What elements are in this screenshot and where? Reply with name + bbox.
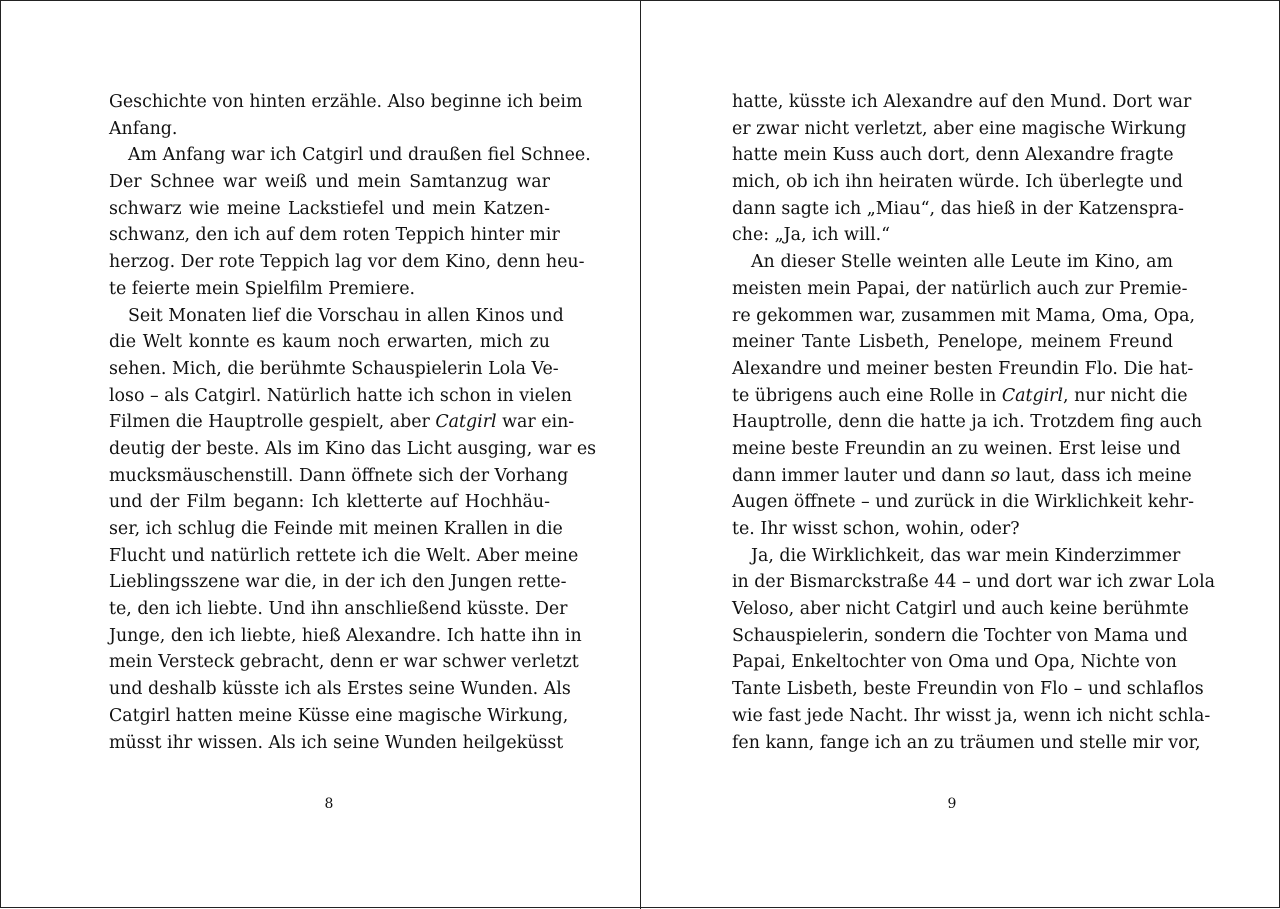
text-line bbox=[732, 356, 1194, 383]
text-line bbox=[732, 623, 1188, 650]
text-line bbox=[109, 196, 550, 223]
text-segment: Alexandre und meiner besten Freundin Flo. Die hat- bbox=[732, 358, 1194, 379]
text-segment: mich, ob ich ihn heiraten würde. Ich überlegte und bbox=[732, 172, 1183, 193]
italic-text-segment: Catgirl bbox=[435, 412, 497, 433]
text-line bbox=[109, 303, 564, 330]
text-segment: ser, ich schlug die Feinde mit meinen Krallen in die bbox=[109, 519, 563, 539]
text-segment: meine beste Freundin an zu weinen. Erst leise und bbox=[732, 438, 1181, 459]
text-segment: te, den ich liebte. Und ihn anschließend küsste. Der bbox=[109, 599, 568, 620]
right-page-text bbox=[732, 89, 1216, 756]
text-line bbox=[109, 436, 597, 463]
text-line bbox=[109, 649, 579, 676]
text-segment: die Welt konnte es kaum noch erwarten, mich zu bbox=[109, 332, 550, 353]
text-segment: er zwar nicht verletzt, aber eine magische Wirkung bbox=[732, 118, 1187, 139]
text-segment: Der Schnee war weiß und mein Samtanzug war bbox=[109, 172, 550, 193]
text-segment: te übrigens auch eine Rolle in bbox=[732, 385, 1002, 406]
text-line bbox=[109, 703, 569, 730]
text-segment: Veloso, aber nicht Catgirl und auch keine berühmte bbox=[732, 599, 1189, 620]
text-segment: deutig der beste. Als im Kino das Licht ausging, war es bbox=[109, 438, 597, 459]
text-line bbox=[732, 409, 1203, 436]
text-segment: Lieblingsszene war die, in der ich den Jungen rette- bbox=[109, 572, 567, 593]
text-segment: te. Ihr wisst schon, wohin, oder? bbox=[732, 519, 1020, 539]
text-line bbox=[732, 676, 1204, 703]
italic-text-segment: so bbox=[990, 465, 1011, 486]
text-segment: schwanz, den ich auf dem roten Teppich hinter mir bbox=[109, 225, 560, 246]
text-segment: laut, dass ich meine bbox=[1010, 465, 1192, 486]
text-segment: Junge, den ich liebte, hieß Alexandre. Ich hatte ihn in bbox=[109, 625, 582, 646]
text-segment: dann sagte ich „Miau“, das hieß in der Katzenspra- bbox=[732, 198, 1184, 219]
text-line bbox=[732, 436, 1181, 463]
text-line bbox=[732, 276, 1188, 303]
text-line bbox=[109, 730, 564, 757]
text-segment: Tante Lisbeth, beste Freundin von Flo – und schlaflos bbox=[732, 679, 1204, 700]
text-line bbox=[109, 676, 571, 703]
text-segment: Schauspielerin, sondern die Tochter von Mama und bbox=[732, 625, 1188, 646]
text-segment: loso – als Catgirl. Natürlich hatte ich schon in vielen bbox=[109, 385, 573, 406]
text-segment: Seit Monaten lief die Vorschau in allen Kinos und bbox=[128, 305, 564, 326]
text-segment: herzog. Der rote Teppich lag vor dem Kino, denn heu- bbox=[109, 252, 585, 273]
text-segment: re gekommen war, zusammen mit Mama, Oma, Opa, bbox=[732, 305, 1196, 326]
text-segment: Hauptrolle, denn die hatte ja ich. Trotzdem fing auch bbox=[732, 412, 1203, 433]
text-segment: in der Bismarckstraße 44 – und dort war ich zwar Lola bbox=[732, 572, 1216, 593]
text-segment: Papai, Enkeltochter von Oma und Opa, Nichte von bbox=[732, 652, 1177, 673]
text-line bbox=[732, 249, 1173, 276]
text-line bbox=[109, 463, 569, 490]
text-segment: hatte, küsste ich Alexandre auf den Mund. Dort war bbox=[732, 92, 1192, 112]
text-segment: meisten mein Papai, der natürlich auch zur Premie- bbox=[732, 278, 1188, 299]
text-line bbox=[732, 730, 1201, 757]
text-line bbox=[109, 489, 550, 516]
text-segment: te feierte mein Spielfilm Premiere. bbox=[109, 278, 416, 299]
text-line bbox=[109, 543, 579, 570]
text-line bbox=[109, 276, 550, 303]
text-line bbox=[109, 569, 567, 596]
text-segment: che: „Ja, ich will.“ bbox=[732, 225, 891, 246]
text-line bbox=[732, 596, 1189, 623]
right-page-number: 9 bbox=[947, 796, 957, 812]
text-line bbox=[109, 623, 582, 650]
text-segment: schwarz wie meine Lackstiefel und mein Katzen- bbox=[109, 198, 550, 219]
text-segment: meiner Tante Lisbeth, Penelope, meinem Freund bbox=[732, 332, 1173, 353]
text-segment: , nur nicht die bbox=[1063, 385, 1188, 406]
text-line bbox=[732, 463, 1192, 490]
text-line bbox=[732, 222, 1173, 249]
text-line bbox=[109, 409, 575, 436]
text-line bbox=[109, 116, 550, 143]
text-segment: war ein- bbox=[496, 412, 575, 433]
text-segment: mucksmäuschenstill. Dann öffnete sich der Vorhang bbox=[109, 465, 569, 486]
text-line bbox=[732, 329, 1173, 356]
text-segment: und deshalb küsste ich als Erstes seine Wunden. Als bbox=[109, 679, 571, 700]
text-segment: Ja, die Wirklichkeit, das war mein Kinderzimmer bbox=[751, 545, 1181, 566]
text-segment: müsst ihr wissen. Als ich seine Wunden heilgeküsst bbox=[109, 732, 564, 753]
text-line bbox=[732, 303, 1196, 330]
text-segment: Anfang. bbox=[109, 118, 178, 139]
text-segment: dann immer lauter und dann bbox=[732, 465, 991, 486]
text-line bbox=[732, 169, 1183, 196]
left-page-text bbox=[109, 89, 597, 756]
text-line bbox=[732, 649, 1177, 676]
text-line bbox=[109, 596, 568, 623]
text-segment: Geschichte von hinten erzähle. Also beginne ich beim bbox=[109, 92, 583, 112]
text-segment: hatte mein Kuss auch dort, denn Alexandre fragte bbox=[732, 145, 1174, 166]
text-line bbox=[109, 222, 560, 249]
text-line bbox=[732, 142, 1173, 169]
text-segment: mein Versteck gebracht, denn er war schwer verletzt bbox=[109, 652, 579, 673]
text-line bbox=[732, 703, 1211, 730]
text-segment: Filmen die Hauptrolle gespielt, aber bbox=[109, 412, 436, 433]
text-line bbox=[732, 196, 1184, 223]
text-line bbox=[109, 383, 573, 410]
text-line bbox=[732, 543, 1181, 570]
text-line bbox=[109, 329, 550, 356]
text-line bbox=[732, 489, 1194, 516]
text-line bbox=[109, 356, 559, 383]
text-line bbox=[109, 142, 591, 169]
text-segment: wie fast jede Nacht. Ihr wisst ja, wenn ich nicht schla- bbox=[732, 705, 1211, 726]
left-page-number: 8 bbox=[324, 796, 334, 812]
text-segment: und der Film begann: Ich kletterte auf Hochhäu- bbox=[109, 492, 550, 513]
text-line bbox=[732, 383, 1188, 410]
text-segment: Augen öffnete – und zurück in die Wirklichkeit kehr- bbox=[732, 492, 1194, 513]
text-segment: Am Anfang war ich Catgirl und draußen fiel Schnee. bbox=[128, 145, 591, 166]
text-line bbox=[109, 249, 585, 276]
text-line bbox=[732, 516, 1173, 543]
text-line bbox=[109, 516, 563, 543]
text-segment: Catgirl hatten meine Küsse eine magische Wirkung, bbox=[109, 705, 569, 726]
page-gutter-divider bbox=[640, 1, 641, 909]
text-line bbox=[732, 569, 1216, 596]
text-segment: An dieser Stelle weinten alle Leute im Kino, am bbox=[751, 252, 1173, 273]
text-line bbox=[109, 169, 550, 196]
text-segment: Flucht und natürlich rettete ich die Welt. Aber meine bbox=[109, 545, 579, 566]
text-segment: sehen. Mich, die berühmte Schauspielerin Lola Ve- bbox=[109, 358, 559, 379]
italic-text-segment: Catgirl bbox=[1001, 385, 1064, 406]
text-line bbox=[732, 89, 1192, 116]
text-line bbox=[732, 116, 1187, 143]
text-line bbox=[109, 89, 583, 116]
text-segment: fen kann, fange ich an zu träumen und stelle mir vor, bbox=[732, 732, 1201, 753]
